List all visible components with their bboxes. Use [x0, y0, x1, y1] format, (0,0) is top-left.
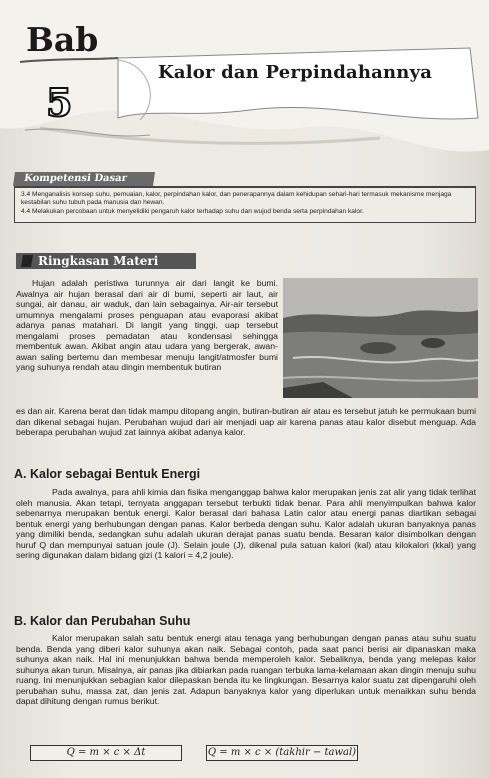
kompetensi-dasar-box	[14, 186, 476, 223]
section-b-text: Kalor merupakan salah satu bentuk energi atau tenaga yang berhubungan dengan panas atau suhu suatu benda. Benda yang diberi kalor suhunya akan naik. Sebagai contoh, pada saat panci berisi air dipanaskan maka suhunya akan naik. Hal ini menunjukkan bahwa benda memperoleh kalor. Sebaliknya, benda yang melepas kalor suhunya akan turun. Misalnya, air panas jika dibiarkan pada ruangan terbuka lama-kelamaan akan dingin menuju suhu ruang. Ini menunjukkan sebagian kalor dilepaskan benda itu ke lingkungan. Besarnya kalor suatu zat dipengaruhi oleh perubahan suhu, massa zat, dan jenis zat. Adapun banyaknya kalor yang diperlukan untuk menaikkan suhu benda dapat dihitung dengan rumus berikut.	[16, 633, 476, 706]
chapter-number: 5	[46, 80, 73, 125]
kompetensi-item: 4.4 Melakukan percobaan untuk menyelidiki pengaruh kalor terhadap suhu dan wujud benda serta perpindahan kalor.	[21, 208, 364, 215]
section-a-text: Pada awalnya, para ahli kimia dan fisika menganggap bahwa kalor merupakan jenis zat alir yang tidak terlihat oleh manusia. Akan tetapi, ternyata anggapan tersebut terbukti tidak benar. Para ahli menyimpulkan bahwa kalor sebenarnya merupakan bentuk energi. Kalor berasal dari bahasa Latin calor atau energi panas diartikan sebagai bentuk energi yang berhubungan dengan panas. Kalor berbeda dengan suhu. Kalor adalah ukuran banyaknya panas yang dimiliki benda, sedangkan suhu adalah ukuran derajat panas suatu benda. Besaran kalor disimbolkan dengan huruf Q dan mempunyai satuan joule (J). Selain joule (J), dikenal pula satuan kalori (kal) atau kilokalori (kkal) yang sering digunakan dalam bidang gizi (1 kalori = 4,2 joule).	[16, 487, 476, 560]
ringkasan-intro: Hujan adalah peristiwa turunnya air dari langit ke bumi. Awalnya air hujan berasal dari air di bumi, seperti air laut, air sungai, air danau, air waduk, dan lain sebagainya. Air-air tersebut umumnya mengalami proses penguapan atau evaporasi akibat adanya panas matahari. Di langit yang tinggi, uap tersebut mengalami proses pemadatan atau kondensasi sehingga membentuk awan. Akibat angin atau udara yang bergerak, awan-awan saling bertemu dan membesar menuju langit/atmosfer bumi yang suhunya rendah atau dingin membentuk butiran	[16, 278, 278, 372]
formula-box-1: Q = m × c × Δt	[30, 745, 182, 761]
chapter-label: Bab	[26, 20, 99, 59]
ringkasan-materi-label: Ringkasan Materi	[16, 253, 196, 269]
section-a-heading: A. Kalor sebagai Bentuk Energi	[14, 467, 201, 481]
chapter-title: Kalor dan Perpindahannya	[158, 62, 433, 83]
ringkasan-intro-continued: es dan air. Karena berat dan tidak mampu ditopang angin, butiran-butiran air atau es tersebut jatuh ke permukaan bumi dan dikenal sebagai hujan. Perubahan wujud dari air menjadi uap air karena panas atau kalor disebut menguap. Ada beberapa perubahan wujud zat lainnya akibat adanya kalor.	[16, 406, 476, 437]
formula-box-2: Q = m × c × (takhir − tawal)	[206, 745, 358, 761]
kompetensi-dasar-label: Kompetensi Dasar	[13, 172, 155, 186]
section-b-heading: B. Kalor dan Perubahan Suhu	[14, 614, 191, 628]
kompetensi-item: 3.4 Menganalisis konsep suhu, pemuaian, kalor, perpindahan kalor, dan penerapannya dalam kehidupan sehari-hari termasuk mekanisme menjaga kestabilan suhu tubuh pada manusia dan hewan.	[21, 191, 452, 206]
rain-photo	[283, 278, 478, 398]
